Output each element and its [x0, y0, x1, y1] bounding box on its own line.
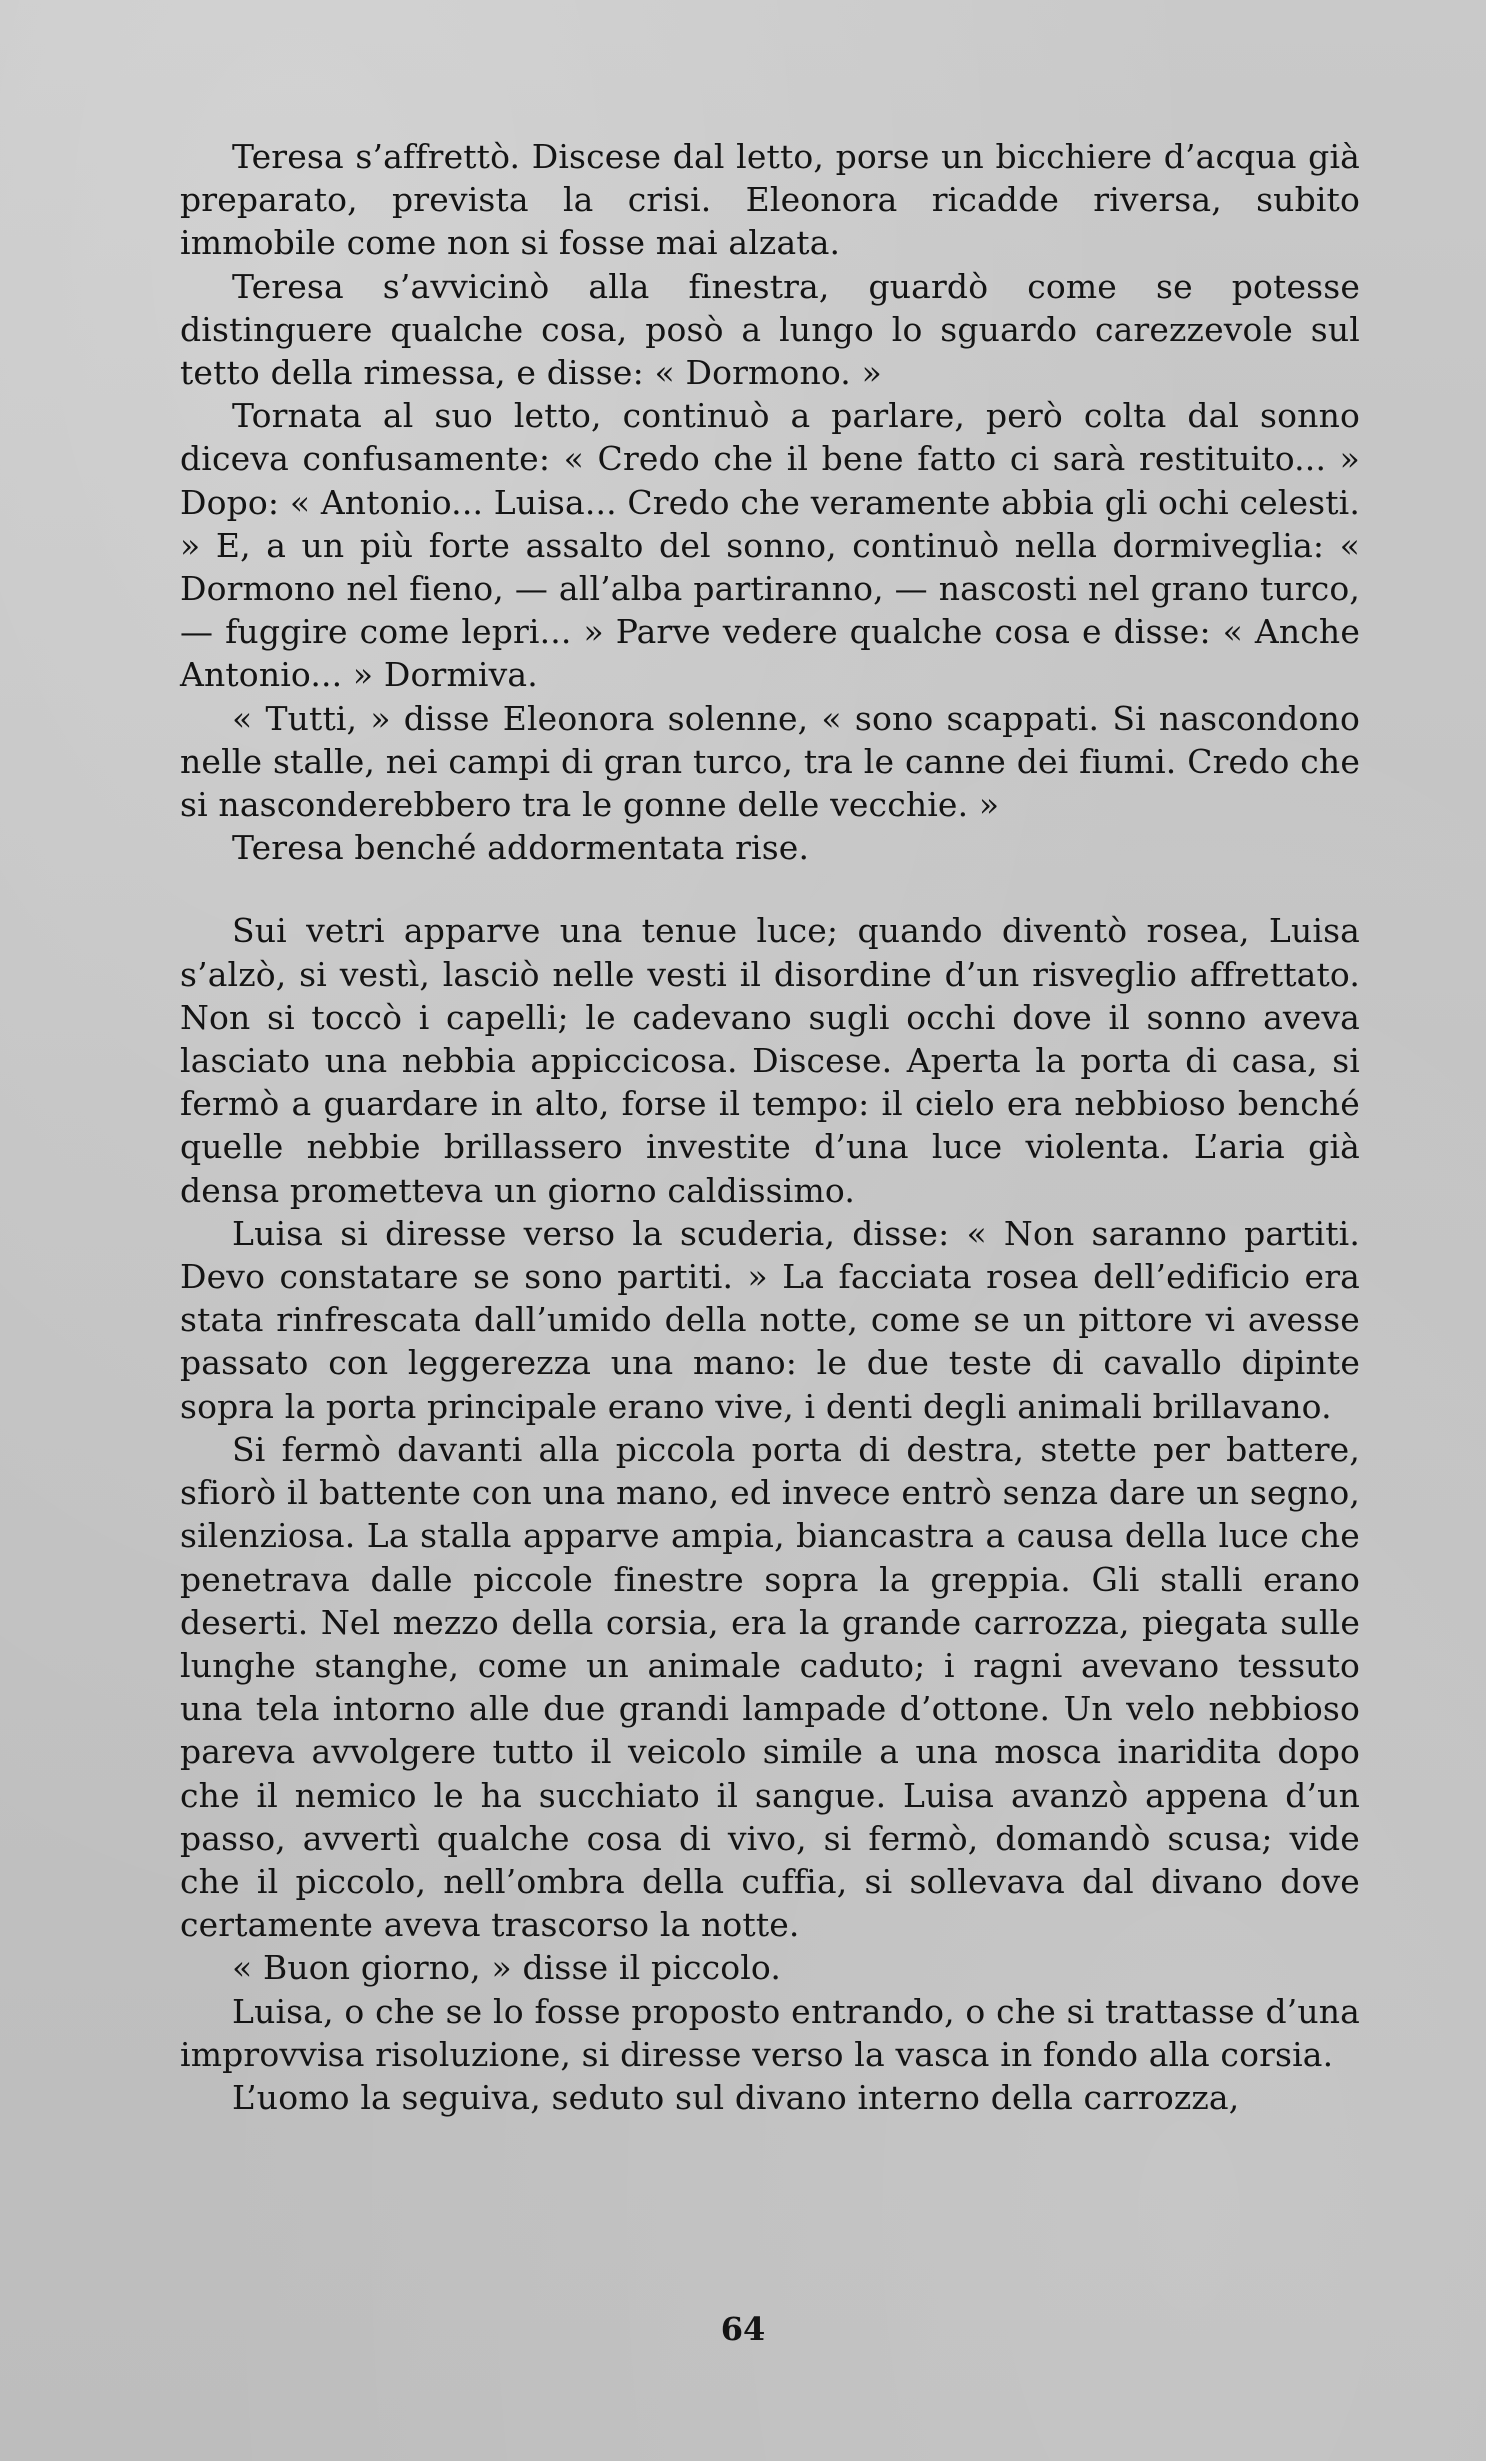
- paragraph: Si fermò davanti alla piccola porta di destra, stette per battere, sfiorò il battente con una mano, ed invece entrò senza dare un segno, silenziosa. La stalla apparve ampia, biancastra a causa della luce che penetrava dalle piccole finestre sopra la greppia. Gli stalli erano deserti. Nel mezzo della corsia, era la grande carrozza, piegata sulle lunghe stanghe, come un animale caduto; i ragni avevano tessuto una tela intorno alle due grandi lampade d’ottone. Un velo nebbioso pareva avvolgere tutto il veicolo simile a una mosca inaridita dopo che il nemico le ha succhiato il sangue. Luisa avanzò appena d’un passo, avvertì qualche cosa di vivo, si fermò, domandò scusa; vide che il piccolo, nell’ombra della cuffia, si sollevava dal divano dove certamente aveva trascorso la notte.: [180, 1429, 1360, 1945]
- paragraph: Tornata al suo letto, continuò a parlare, però colta dal sonno diceva confusamente: « Credo che il bene fatto ci sarà restituito... » Dopo: « Antonio... Luisa... Credo che veramente abbia gli ochi celesti. » E, a un più forte assalto del sonno, continuò nella dormiveglia: « Dormono nel fieno, — all’alba partiranno, — nascosti nel grano turco, — fuggire come lepri... » Parve vedere qualche cosa e disse: « Anche Antonio... » Dormiva.: [180, 396, 1360, 695]
- paragraph: Luisa si diresse verso la scuderia, disse: « Non saranno partiti. Devo constatare se sono partiti. » La facciata rosea dell’edificio era stata rinfrescata dall’umido della notte, come se un pittore vi avesse passato con leggerezza una mano: le due teste di cavallo dipinte sopra la porta principale erano vive, i denti degli animali brillavano.: [180, 1213, 1360, 1426]
- paragraph: « Buon giorno, » disse il piccolo.: [232, 1948, 782, 1988]
- paragraph: « Tutti, » disse Eleonora solenne, « sono scappati. Si nascondono nelle stalle, nei campi di gran turco, tra le canne dei fiumi. Credo che si nasconderebbero tra le gonne delle vecchie. »: [180, 698, 1360, 825]
- paragraph: Teresa s’affrettò. Discese dal letto, porse un bicchiere d’acqua già preparato, prevista la crisi. Eleonora ricadde riversa, subito immobile come non si fosse mai alzata.: [180, 137, 1360, 263]
- paragraph: Teresa benché addormentata rise.: [232, 828, 810, 868]
- paragraph: Luisa, o che se lo fosse proposto entrando, o che si trattasse d’una improvvisa risoluzione, si diresse verso la vasca in fondo alla corsia.: [180, 1991, 1360, 2074]
- section-break: [180, 869, 1360, 909]
- paragraph: L’uomo la seguiva, seduto sul divano interno della carrozza,: [232, 2077, 1240, 2117]
- paragraph: Sui vetri apparve una tenue luce; quando diventò rosea, Luisa s’alzò, si vestì, lasciò nelle vesti il disordine d’un risveglio affrettato. Non si toccò i capelli; le cadevano sugli occhi dove il sonno aveva lasciato una nebbia appiccicosa. Discese. Aperta la porta di casa, si fermò a guardare in alto, forse il tempo: il cielo era nebbioso benché quelle nebbie brillassero investite d’una luce violenta. L’aria già densa prometteva un giorno caldissimo.: [180, 911, 1360, 1210]
- body-text: [180, 135, 1360, 2119]
- page-number: 64: [720, 2310, 766, 2348]
- paragraph: Teresa s’avvicinò alla finestra, guardò come se potesse distinguere qualche cosa, posò a lungo lo sguardo carezzevole sul tetto della rimessa, e disse: « Dormono. »: [180, 266, 1360, 393]
